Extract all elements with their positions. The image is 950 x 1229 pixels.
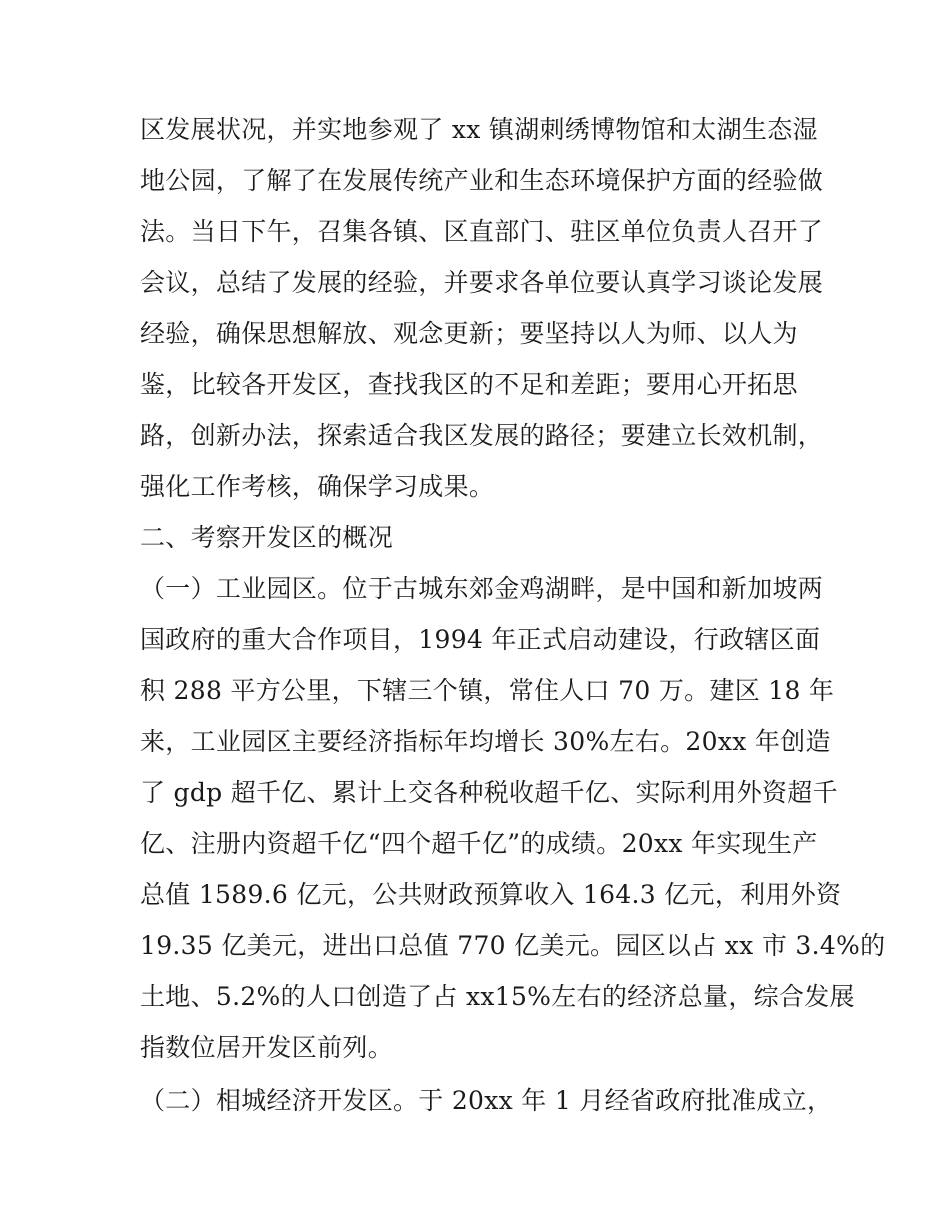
text-line: 总值 1589.6 亿元，公共财政预算收入 164.3 亿元，利用外资 (140, 880, 842, 909)
text-line: 来，工业园区主要经济指标年均增长 30%左右。20xx 年创造 (140, 727, 831, 756)
text-line: 路，创新办法，探索适合我区发展的路径；要建立长效机制， (140, 421, 824, 450)
text-line: 指数位居开发区前列。 (140, 1033, 394, 1062)
text-line: 19.35 亿美元，进出口总值 770 亿美元。园区以占 xx 市 3.4%的 (140, 931, 886, 960)
text-line: 经验，确保思想解放、观念更新；要坚持以人为师、以人为 (140, 319, 798, 348)
text-line: 了 gdp 超千亿、累计上交各种税收超千亿、实际利用外资超千 (140, 778, 838, 807)
text-line: 鉴，比较各开发区，查找我区的不足和差距；要用心开拓思 (140, 370, 798, 399)
section-heading: 二、考察开发区的概况 (140, 523, 394, 552)
text-line: 法。当日下午，召集各镇、区直部门、驻区单位负责人召开了 (140, 217, 824, 246)
text-line: 土地、5.2%的人口创造了占 xx15%左右的经济总量，综合发展 (140, 982, 855, 1011)
text-line: 会议，总结了发展的经验，并要求各单位要认真学习谈论发展 (140, 268, 824, 297)
text-line: 亿、注册内资超千亿“四个超千亿”的成绩。20xx 年实现生产 (140, 829, 818, 858)
text-line: （二）相城经济开发区。于 20xx 年 1 月经省政府批准成立， (140, 1086, 833, 1115)
text-line: 国政府的重大合作项目，1994 年正式启动建设，行政辖区面 (140, 625, 821, 654)
document-body (140, 104, 886, 1126)
text-line: （一）工业园区。位于古城东郊金鸡湖畔，是中国和新加坡两 (140, 574, 824, 603)
text-line: 积 288 平方公里，下辖三个镇，常住人口 70 万。建区 18 年 (140, 676, 835, 705)
text-line: 地公园，了解了在发展传统产业和生态环境保护方面的经验做 (140, 166, 824, 195)
text-line: 区发展状况，并实地参观了 xx 镇湖刺绣博物馆和太湖生态湿 (140, 115, 818, 144)
text-line: 强化工作考核，确保学习成果。 (140, 472, 495, 501)
